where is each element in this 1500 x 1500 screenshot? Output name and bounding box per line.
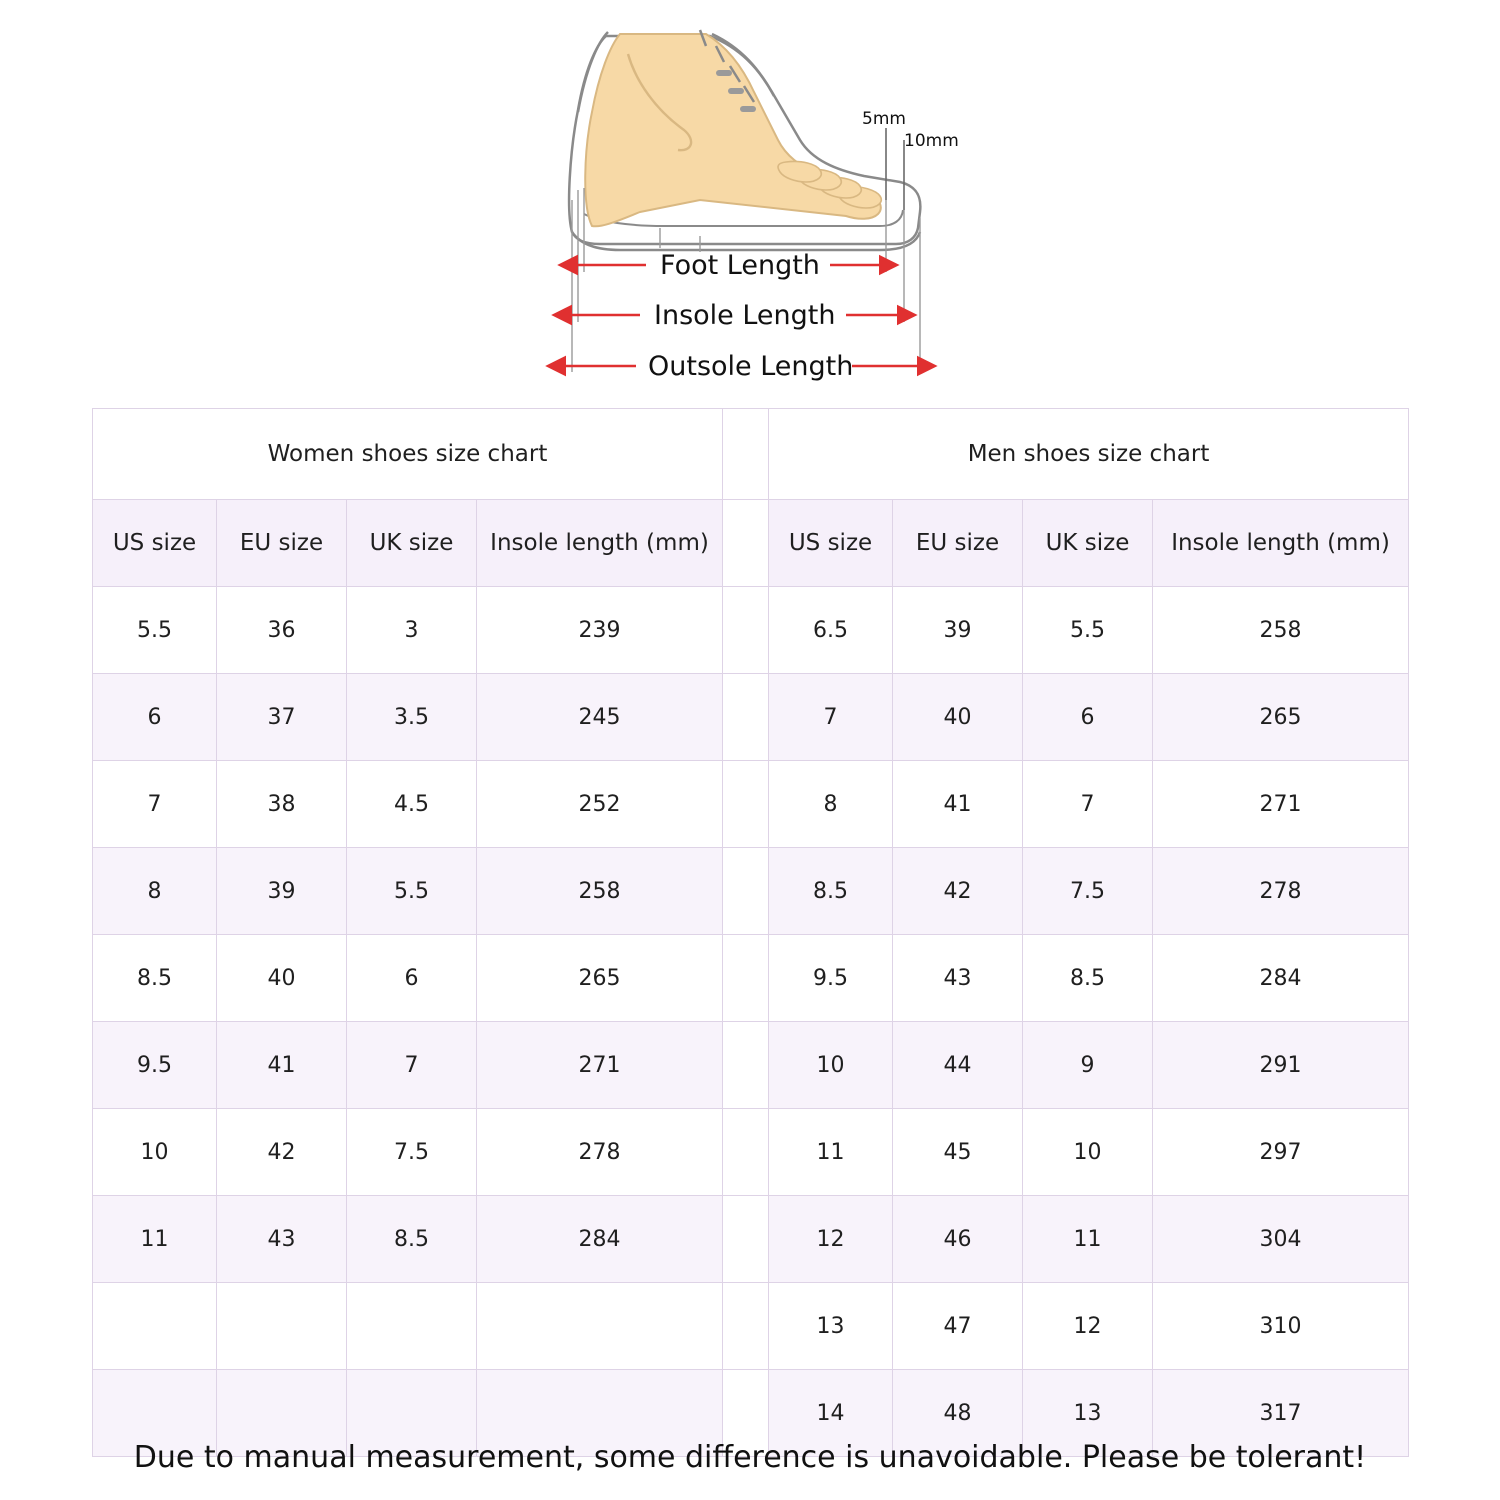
cell-men-eu: 47 <box>893 1283 1023 1370</box>
table-row <box>93 848 1409 935</box>
cell-men-uk: 11 <box>1023 1196 1153 1283</box>
foot-measurement-diagram <box>0 0 1500 400</box>
cell-women-us: 10 <box>93 1109 217 1196</box>
men-col-insole: Insole length (mm) <box>1153 500 1409 587</box>
cell-men-insole: 297 <box>1153 1109 1409 1196</box>
cell-women-us: 8.5 <box>93 935 217 1022</box>
cell-men-insole: 284 <box>1153 935 1409 1022</box>
cell-women-us: 5.5 <box>93 587 217 674</box>
cell-women-us: 7 <box>93 761 217 848</box>
table-row <box>93 1022 1409 1109</box>
cell-women-insole: 239 <box>477 587 723 674</box>
table-gap-cell <box>723 500 769 587</box>
cell-women-insole: 252 <box>477 761 723 848</box>
cell-women-eu: 43 <box>217 1196 347 1283</box>
cell-women-uk: 3 <box>347 587 477 674</box>
cell-men-us: 10 <box>769 1022 893 1109</box>
cell-women-eu: 36 <box>217 587 347 674</box>
cell-women-eu: 38 <box>217 761 347 848</box>
cell-men-us: 9.5 <box>769 935 893 1022</box>
cell-men-insole: 304 <box>1153 1196 1409 1283</box>
cell-men-insole: 291 <box>1153 1022 1409 1109</box>
cell-women-us: 9.5 <box>93 1022 217 1109</box>
cell-women-insole: 258 <box>477 848 723 935</box>
cell-men-eu: 39 <box>893 587 1023 674</box>
cell-men-insole: 317 <box>1153 1370 1409 1457</box>
gap-large-label: 10mm <box>904 131 959 151</box>
cell-women-uk: 7 <box>347 1022 477 1109</box>
women-col-eu: EU size <box>217 500 347 587</box>
table-row <box>93 587 1409 674</box>
women-col-uk: UK size <box>347 500 477 587</box>
size-chart-table <box>92 408 1409 1457</box>
cell-women-insole: 245 <box>477 674 723 761</box>
table-gap-cell <box>723 1022 769 1109</box>
cell-men-eu: 46 <box>893 1196 1023 1283</box>
cell-men-uk: 7 <box>1023 761 1153 848</box>
cell-men-insole: 278 <box>1153 848 1409 935</box>
table-gap-cell <box>723 587 769 674</box>
cell-women-us: 8 <box>93 848 217 935</box>
cell-women-eu: 40 <box>217 935 347 1022</box>
size-chart-tables <box>92 408 1408 1457</box>
cell-women-insole: 278 <box>477 1109 723 1196</box>
men-table-title: Men shoes size chart <box>769 409 1409 500</box>
cell-men-insole: 258 <box>1153 587 1409 674</box>
cell-women-us <box>93 1283 217 1370</box>
table-gap-cell <box>723 848 769 935</box>
table-gap-cell <box>723 761 769 848</box>
cell-women-uk: 6 <box>347 935 477 1022</box>
cell-women-eu <box>217 1283 347 1370</box>
cell-men-uk: 8.5 <box>1023 935 1153 1022</box>
cell-men-us: 14 <box>769 1370 893 1457</box>
cell-women-us: 6 <box>93 674 217 761</box>
cell-men-eu: 42 <box>893 848 1023 935</box>
cell-men-us: 7 <box>769 674 893 761</box>
cell-men-eu: 48 <box>893 1370 1023 1457</box>
table-row <box>93 935 1409 1022</box>
women-col-insole: Insole length (mm) <box>477 500 723 587</box>
cell-women-insole: 265 <box>477 935 723 1022</box>
cell-women-insole: 284 <box>477 1196 723 1283</box>
cell-men-us: 13 <box>769 1283 893 1370</box>
foot-shape-icon <box>585 34 881 226</box>
cell-men-eu: 41 <box>893 761 1023 848</box>
cell-men-uk: 12 <box>1023 1283 1153 1370</box>
table-gap-cell <box>723 1196 769 1283</box>
cell-men-us: 6.5 <box>769 587 893 674</box>
cell-women-uk: 4.5 <box>347 761 477 848</box>
table-gap-cell <box>723 935 769 1022</box>
table-header-row <box>93 500 1409 587</box>
cell-women-us: 11 <box>93 1196 217 1283</box>
cell-women-insole <box>477 1283 723 1370</box>
women-table-title: Women shoes size chart <box>93 409 723 500</box>
cell-women-uk: 7.5 <box>347 1109 477 1196</box>
insole-length-dimension <box>572 300 902 331</box>
men-col-uk: UK size <box>1023 500 1153 587</box>
table-gap-cell <box>723 1283 769 1370</box>
cell-women-uk: 8.5 <box>347 1196 477 1283</box>
cell-men-us: 8.5 <box>769 848 893 935</box>
cell-women-uk: 5.5 <box>347 848 477 935</box>
table-title-row <box>93 409 1409 500</box>
gap-small-label: 5mm <box>862 109 906 129</box>
outsole-length-dimension <box>566 351 922 382</box>
foot-length-dimension <box>578 250 884 281</box>
toe-gap-markers <box>886 128 904 210</box>
table-row <box>93 1283 1409 1370</box>
cell-men-uk: 5.5 <box>1023 587 1153 674</box>
table-row <box>93 1109 1409 1196</box>
outsole-length-label: Outsole Length <box>648 351 854 382</box>
table-row <box>93 1196 1409 1283</box>
cell-men-insole: 271 <box>1153 761 1409 848</box>
cell-men-uk: 7.5 <box>1023 848 1153 935</box>
cell-women-uk: 3.5 <box>347 674 477 761</box>
cell-men-eu: 45 <box>893 1109 1023 1196</box>
cell-women-eu: 41 <box>217 1022 347 1109</box>
insole-length-label: Insole Length <box>654 300 836 331</box>
cell-men-uk: 13 <box>1023 1370 1153 1457</box>
cell-men-insole: 310 <box>1153 1283 1409 1370</box>
table-row <box>93 674 1409 761</box>
cell-men-uk: 10 <box>1023 1109 1153 1196</box>
cell-men-eu: 40 <box>893 674 1023 761</box>
men-col-eu: EU size <box>893 500 1023 587</box>
cell-men-eu: 43 <box>893 935 1023 1022</box>
cell-men-insole: 265 <box>1153 674 1409 761</box>
table-gap-cell <box>723 674 769 761</box>
cell-men-us: 12 <box>769 1196 893 1283</box>
cell-men-us: 8 <box>769 761 893 848</box>
cell-women-eu: 42 <box>217 1109 347 1196</box>
measurement-disclaimer: Due to manual measurement, some difference is unavoidable. Please be tolerant! <box>133 1440 1367 1475</box>
cell-men-uk: 6 <box>1023 674 1153 761</box>
cell-women-eu: 37 <box>217 674 347 761</box>
cell-men-uk: 9 <box>1023 1022 1153 1109</box>
cell-women-eu: 39 <box>217 848 347 935</box>
cell-men-eu: 44 <box>893 1022 1023 1109</box>
table-gap-cell <box>723 409 769 500</box>
women-col-us: US size <box>93 500 217 587</box>
table-row <box>93 761 1409 848</box>
foot-length-label: Foot Length <box>660 250 820 281</box>
table-gap-cell <box>723 1109 769 1196</box>
cell-women-uk <box>347 1283 477 1370</box>
cell-men-us: 11 <box>769 1109 893 1196</box>
men-col-us: US size <box>769 500 893 587</box>
cell-women-insole: 271 <box>477 1022 723 1109</box>
